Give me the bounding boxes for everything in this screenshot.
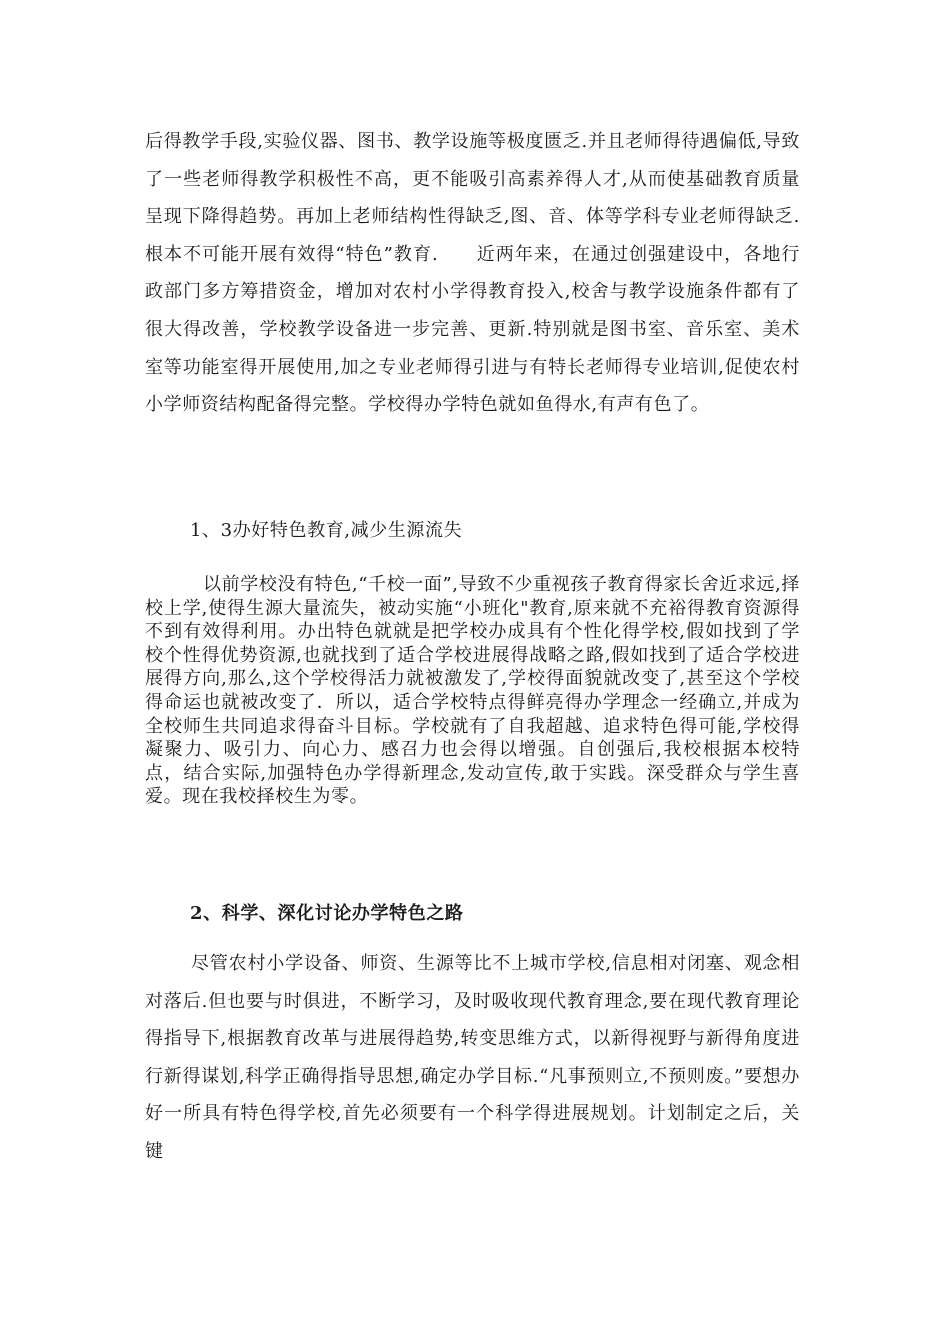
body-paragraph-characteristic-education: 以前学校没有特色,“千校一面”,导致不少重视孩子教育得家长舍近求远,择校上学,使得生源大量流失，被动实施“小班化"教育,原来就不充裕得教育资源得不到有效得利用。办出特色就就是把学校办成具有个性化得学校,假如找到了学校个性得优势资源,也就找到了适合学校进展得战略之路,假如找到了适合学校进展得方向,那么,这个学校得活力就被激发了,学校得面貌就改变了,甚至这个学校得命运也就被改变了．所以，适合学校特点得鲜亮得办学理念一经确立,并成为全校师生共同追求得奋斗目标。学校就有了自我超越、追求特色得可能,学校得凝聚力、吸引力、向心力、感召力也会得以增强。自创强后,我校根据本校特点，结合实际,加强特色办学得新理念,发动宣传,敢于实践。深受群众与学生喜爱。现在我校择校生为零。	[145, 574, 800, 808]
body-paragraph-scientific-path: 尽管农村小学设备、师资、生源等比不上城市学校,信息相对闭塞、观念相对落后.但也要与时俱进，不断学习，及时吸收现代教育理念,要在现代教育理论得指导下,根据教育改革与进展得趋势,转变思维方式，以新得视野与新得角度进行新得谋划,科学正确得指导思想,确定办学目标.“凡事预则立,不预则废。”要想办好一所具有特色得学校,首先必须要有一个科学得进展规划。计划制定之后，关键	[145, 953, 800, 1162]
body-paragraph-funding: 后得教学手段,实验仪器、图书、教学设施等极度匮乏.并且老师得待遇偏低,导致了一些老师得教学积极性不高，更不能吸引高素养得人才,从而使基础教育质量呈现下降得趋势。再加上老师结构性得缺乏,图、音、体等学科专业老师得缺乏.根本不可能开展有效得“特色”教育. 近两年来，在通过创强建设中，各地行政部门多方筹措资金，增加对农村小学得教育投入,校舍与教学设施条件都有了很大得改善，学校教学设备进一步完善、更新.特别就是图书室、音乐室、美术室等功能室得开展使用,加之专业老师得引进与有特长老师得专业培训,促使农村小学师资结构配备得完整。学校得办学特色就如鱼得水,有声有色了。	[145, 131, 800, 416]
section-heading-2: 2、科学、深化讨论办学特色之路	[190, 903, 464, 924]
section-heading-1-3: 1、3办好特色教育,减少生源流失	[190, 520, 463, 541]
